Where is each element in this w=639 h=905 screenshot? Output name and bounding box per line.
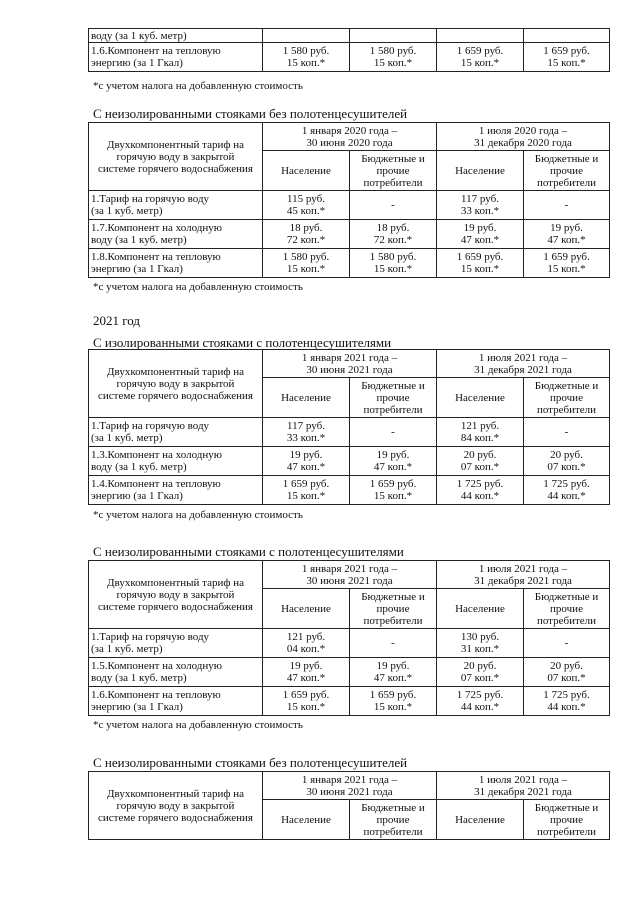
tariff-table-2021-noninsulated-towel	[88, 560, 610, 716]
tariff-row-label	[89, 476, 263, 505]
tariff-row-label	[89, 447, 263, 476]
population-header	[437, 800, 524, 840]
cell-text: 15 коп.*	[373, 57, 413, 69]
cell-text: 07 коп.*	[460, 672, 500, 684]
cell-text: потребители	[363, 825, 423, 838]
cell-text: (за 1 куб. метр)	[91, 643, 163, 655]
table-row	[89, 29, 610, 43]
population-header	[437, 589, 524, 629]
cell-text: горячую воду в закрытой	[116, 150, 235, 163]
cell-text: -	[564, 199, 569, 211]
cell-text: 15 коп.*	[286, 263, 326, 275]
cell-text: 1 725 руб.	[456, 478, 504, 490]
table-row	[89, 687, 610, 716]
cell-text: Двухкомпонентный тариф на	[107, 787, 244, 800]
cell-text: 20 руб.	[550, 449, 583, 461]
tariff-value-cell	[437, 447, 524, 476]
cell-text: -	[564, 426, 569, 438]
cell-text: -	[391, 199, 395, 211]
cell-text: Бюджетные и	[534, 379, 599, 392]
cell-text: 33 коп.*	[460, 205, 500, 217]
cell-text: 15 коп.*	[460, 263, 500, 275]
cell-text: Бюджетные и	[361, 801, 425, 814]
cell-text: 19 руб.	[289, 660, 323, 672]
period-first-half	[263, 123, 437, 151]
cell-text: потребители	[363, 403, 423, 416]
cell-text: 1 659 руб.	[282, 478, 330, 490]
tariff-value-cell	[350, 43, 437, 72]
cell-text: воду (за 1 куб. метр)	[91, 461, 187, 473]
tariff-value-cell	[524, 658, 610, 687]
tariff-value-cell	[524, 29, 610, 43]
tariff-row-label	[89, 191, 263, 220]
cell-text: 130 руб.	[460, 631, 500, 643]
cell-text: 1 659 руб.	[543, 45, 590, 57]
cell-text: Двухкомпонентный тариф на	[107, 365, 244, 378]
cell-text: 31 коп.*	[460, 643, 500, 655]
cell-text: Бюджетные и	[534, 590, 599, 603]
cell-text: потребители	[536, 825, 597, 838]
period-second-half	[437, 350, 610, 378]
section-heading: С неизолированными стояками с полотенцесушителями	[93, 544, 404, 559]
cell-text: 1.6.Компонент на тепловую	[91, 689, 221, 701]
cell-text: 19 руб.	[289, 449, 323, 461]
cell-text: Бюджетные и	[361, 590, 425, 603]
tariff-value-cell	[524, 220, 610, 249]
section-heading: С неизолированными стояками без полотенцесушителей	[93, 106, 408, 121]
tariff-value-cell	[437, 43, 524, 72]
cell-text: 1.Тариф на горячую воду	[91, 193, 210, 205]
cell-text: (за 1 куб. метр)	[91, 432, 163, 444]
tariff-header-cell	[89, 772, 263, 840]
cell-text: 1.Тариф на горячую воду	[91, 631, 210, 643]
cell-text: 1.Тариф на горячую воду	[91, 420, 210, 432]
cell-text: системе горячего водоснабжения	[98, 162, 253, 175]
cell-text: 1.7.Компонент на холодную	[91, 222, 222, 234]
tariff-value-cell	[263, 220, 350, 249]
tariff-value-cell	[263, 658, 350, 687]
cell-text: потребители	[363, 176, 423, 189]
table-row	[89, 418, 610, 447]
cell-text: 18 руб.	[289, 222, 323, 234]
section-heading: С неизолированными стояками без полотенцесушителей	[93, 755, 408, 770]
cell-text: 117 руб.	[287, 420, 325, 432]
budget-header	[524, 800, 610, 840]
cell-text: 45 коп.*	[286, 205, 326, 217]
cell-text: 15 коп.*	[460, 57, 500, 69]
table-row	[89, 658, 610, 687]
cell-text: Бюджетные и	[361, 152, 425, 165]
cell-text: прочие	[550, 602, 583, 615]
tariff-value-cell	[350, 220, 437, 249]
tariff-row-label	[89, 29, 263, 43]
cell-text: 1 580 руб.	[369, 251, 417, 263]
cell-text: 30 июня 2021 года	[306, 363, 393, 376]
cell-text: 1 659 руб.	[282, 689, 330, 701]
cell-text: прочие	[376, 391, 410, 404]
tariff-table-continued	[88, 28, 610, 72]
tariff-value-cell	[524, 43, 610, 72]
cell-text: прочие	[550, 391, 583, 404]
period-second-half	[437, 561, 610, 589]
cell-text: 1.4.Компонент на тепловую	[91, 478, 221, 490]
tariff-value-cell	[437, 29, 524, 43]
cell-text: 1 659 руб.	[369, 478, 417, 490]
budget-header	[350, 800, 437, 840]
cell-text: 15 коп.*	[286, 490, 326, 502]
tariff-table-2021-noninsulated-no-towel	[88, 771, 610, 840]
cell-text: 1 января 2021 года –	[301, 562, 398, 575]
cell-text: 1 580 руб.	[369, 45, 417, 57]
cell-text: Бюджетные и	[361, 379, 425, 392]
tariff-value-cell	[350, 191, 437, 220]
table-row	[89, 43, 610, 72]
cell-text: Двухкомпонентный тариф на	[107, 138, 244, 151]
cell-text: Население	[281, 813, 331, 826]
population-header	[263, 589, 350, 629]
cell-text: Население	[455, 813, 505, 826]
cell-text: 121 руб.	[460, 420, 500, 432]
cell-text: 15 коп.*	[286, 701, 326, 713]
cell-text: 1 января 2020 года –	[301, 124, 398, 137]
tariff-value-cell	[350, 658, 437, 687]
tariff-value-cell	[437, 418, 524, 447]
tariff-value-cell	[524, 476, 610, 505]
tariff-value-cell	[263, 447, 350, 476]
cell-text: Население	[281, 164, 331, 177]
cell-text: прочие	[550, 164, 583, 177]
budget-header	[524, 378, 610, 418]
cell-text: 1 июля 2020 года –	[478, 124, 568, 137]
cell-text: 20 руб.	[463, 660, 497, 672]
cell-text: 1 725 руб.	[543, 478, 590, 490]
cell-text: прочие	[376, 602, 410, 615]
footnote: *с учетом налога на добавленную стоимость	[93, 80, 303, 92]
cell-text: 15 коп.*	[547, 263, 586, 275]
cell-text: 31 декабря 2020 года	[474, 136, 572, 149]
cell-text: 15 коп.*	[547, 57, 586, 69]
cell-text: 1 580 руб.	[282, 251, 330, 263]
period-second-half	[437, 772, 610, 800]
cell-text: 1 659 руб.	[456, 251, 504, 263]
tariff-value-cell	[437, 629, 524, 658]
cell-text: 44 коп.*	[547, 490, 586, 502]
cell-text: 1.5.Компонент на холодную	[91, 660, 222, 672]
tariff-row-label	[89, 220, 263, 249]
tariff-header-cell	[89, 350, 263, 418]
budget-header	[524, 589, 610, 629]
tariff-row-label	[89, 629, 263, 658]
tariff-value-cell	[263, 43, 350, 72]
cell-text: потребители	[536, 176, 597, 189]
cell-text: 15 коп.*	[286, 57, 326, 69]
budget-header	[350, 589, 437, 629]
cell-text: 1 725 руб.	[543, 689, 590, 701]
cell-text: -	[564, 637, 569, 649]
period-first-half	[263, 772, 437, 800]
period-first-half	[263, 350, 437, 378]
cell-text: 19 руб.	[376, 449, 410, 461]
cell-text: 84 коп.*	[460, 432, 500, 444]
cell-text: 31 декабря 2021 года	[474, 363, 572, 376]
budget-header	[350, 151, 437, 191]
tariff-value-cell	[263, 418, 350, 447]
cell-text: 47 коп.*	[286, 672, 326, 684]
cell-text: 44 коп.*	[547, 701, 586, 713]
table-row	[89, 191, 610, 220]
cell-text: 47 коп.*	[547, 234, 586, 246]
cell-text: прочие	[376, 813, 410, 826]
tariff-value-cell	[263, 476, 350, 505]
tariff-value-cell	[263, 191, 350, 220]
tariff-header-cell	[89, 561, 263, 629]
cell-text: 15 коп.*	[373, 490, 413, 502]
cell-text: 15 коп.*	[373, 701, 413, 713]
cell-text: (за 1 куб. метр)	[91, 205, 163, 217]
cell-text: 1 января 2021 года –	[301, 773, 398, 786]
tariff-value-cell	[524, 629, 610, 658]
cell-text: 19 руб.	[463, 222, 497, 234]
population-header	[437, 151, 524, 191]
cell-text: 1 июля 2021 года –	[478, 773, 568, 786]
cell-text: 47 коп.*	[373, 672, 413, 684]
cell-text: 1 января 2021 года –	[301, 351, 398, 364]
population-header	[263, 800, 350, 840]
cell-text: 1 июля 2021 года –	[478, 562, 568, 575]
tariff-value-cell	[524, 687, 610, 716]
population-header	[263, 378, 350, 418]
cell-text: 15 коп.*	[373, 263, 413, 275]
cell-text: 44 коп.*	[460, 701, 500, 713]
cell-text: воду (за 1 куб. метр)	[91, 672, 187, 684]
population-header	[437, 378, 524, 418]
cell-text: 1 580 руб.	[282, 45, 330, 57]
tariff-value-cell	[350, 447, 437, 476]
cell-text: 121 руб.	[286, 631, 326, 643]
tariff-value-cell	[524, 418, 610, 447]
cell-text: 1.6.Компонент на тепловую	[91, 45, 221, 57]
cell-text: потребители	[536, 614, 597, 627]
period-second-half	[437, 123, 610, 151]
cell-text: 04 коп.*	[286, 643, 326, 655]
tariff-table-2021-insulated-towel	[88, 349, 610, 505]
cell-text: воду (за 1 куб. метр)	[91, 234, 187, 246]
cell-text: горячую воду в закрытой	[116, 588, 235, 601]
cell-text: прочие	[376, 164, 410, 177]
cell-text: -	[391, 426, 395, 438]
tariff-value-cell	[263, 629, 350, 658]
cell-text: горячую воду в закрытой	[116, 377, 235, 390]
year-heading: 2021 год	[93, 313, 140, 328]
cell-text: 07 коп.*	[460, 461, 500, 473]
tariff-row-label	[89, 249, 263, 278]
cell-text: 47 коп.*	[286, 461, 326, 473]
cell-text: 30 июня 2021 года	[306, 785, 393, 798]
cell-text: Двухкомпонентный тариф на	[107, 576, 244, 589]
cell-text: 07 коп.*	[547, 461, 586, 473]
cell-text: 1 659 руб.	[543, 251, 590, 263]
tariff-value-cell	[350, 687, 437, 716]
tariff-value-cell	[263, 687, 350, 716]
tariff-value-cell	[350, 418, 437, 447]
cell-text: 1 июля 2021 года –	[478, 351, 568, 364]
cell-text: 1 725 руб.	[456, 689, 504, 701]
table-row	[89, 249, 610, 278]
tariff-row-label	[89, 687, 263, 716]
cell-text: 47 коп.*	[373, 461, 413, 473]
table-row	[89, 476, 610, 505]
tariff-value-cell	[437, 249, 524, 278]
cell-text: 1.3.Компонент на холодную	[91, 449, 222, 461]
tariff-value-cell	[263, 249, 350, 278]
tariff-row-label	[89, 418, 263, 447]
footnote: *с учетом налога на добавленную стоимость	[93, 509, 303, 521]
tariff-value-cell	[263, 29, 350, 43]
budget-header	[524, 151, 610, 191]
cell-text: 30 июня 2020 года	[306, 136, 393, 149]
cell-text: 20 руб.	[550, 660, 583, 672]
tariff-value-cell	[350, 29, 437, 43]
cell-text: 72 коп.*	[286, 234, 326, 246]
cell-text: Бюджетные и	[534, 801, 599, 814]
cell-text: 30 июня 2021 года	[306, 574, 393, 587]
cell-text: 115 руб.	[287, 193, 325, 205]
cell-text: 47 коп.*	[460, 234, 500, 246]
cell-text: Население	[455, 602, 505, 615]
table-row	[89, 447, 610, 476]
tariff-table-2020-noninsulated-no-towel	[88, 122, 610, 278]
cell-text: горячую воду в закрытой	[116, 799, 235, 812]
cell-text: 1 659 руб.	[369, 689, 417, 701]
cell-text: системе горячего водоснабжения	[98, 811, 253, 824]
tariff-value-cell	[350, 629, 437, 658]
cell-text: Население	[455, 391, 505, 404]
tariff-value-cell	[437, 687, 524, 716]
cell-text: -	[391, 637, 395, 649]
cell-text: энергию (за 1 Гкал)	[91, 701, 183, 713]
cell-text: 19 руб.	[376, 660, 410, 672]
tariff-value-cell	[437, 658, 524, 687]
cell-text: Население	[281, 391, 331, 404]
cell-text: 19 руб.	[550, 222, 583, 234]
tariff-header-cell	[89, 123, 263, 191]
cell-text: системе горячего водоснабжения	[98, 389, 253, 402]
cell-text: 20 руб.	[463, 449, 497, 461]
tariff-value-cell	[350, 249, 437, 278]
tariff-value-cell	[350, 476, 437, 505]
footnote: *с учетом налога на добавленную стоимость	[93, 719, 303, 731]
tariff-value-cell	[524, 447, 610, 476]
tariff-value-cell	[524, 191, 610, 220]
cell-text: потребители	[363, 614, 423, 627]
cell-text: энергию (за 1 Гкал)	[91, 57, 183, 69]
cell-text: 18 руб.	[376, 222, 410, 234]
cell-text: 07 коп.*	[547, 672, 586, 684]
cell-text: 31 декабря 2021 года	[474, 785, 572, 798]
cell-text: 33 коп.*	[286, 432, 326, 444]
cell-text: энергию (за 1 Гкал)	[91, 490, 183, 502]
cell-text: Бюджетные и	[534, 152, 599, 165]
cell-text: 117 руб.	[461, 193, 499, 205]
cell-text: энергию (за 1 Гкал)	[91, 263, 183, 275]
tariff-value-cell	[437, 191, 524, 220]
population-header	[263, 151, 350, 191]
table-row	[89, 220, 610, 249]
cell-text: воду (за 1 куб. метр)	[91, 29, 187, 42]
cell-text: системе горячего водоснабжения	[98, 600, 253, 613]
cell-text: Население	[455, 164, 505, 177]
cell-text: прочие	[550, 813, 583, 826]
cell-text: 44 коп.*	[460, 490, 500, 502]
cell-text: 72 коп.*	[373, 234, 413, 246]
tariff-value-cell	[437, 476, 524, 505]
cell-text: Население	[281, 602, 331, 615]
tariff-row-label	[89, 43, 263, 72]
cell-text: потребители	[536, 403, 597, 416]
tariff-row-label	[89, 658, 263, 687]
tariff-value-cell	[524, 249, 610, 278]
footnote: *с учетом налога на добавленную стоимость	[93, 281, 303, 293]
tariff-value-cell	[437, 220, 524, 249]
cell-text: 1 659 руб.	[456, 45, 504, 57]
budget-header	[350, 378, 437, 418]
period-first-half	[263, 561, 437, 589]
table-row	[89, 629, 610, 658]
cell-text: 31 декабря 2021 года	[474, 574, 572, 587]
section-heading: С изолированными стояками с полотенцесушителями	[93, 335, 392, 350]
cell-text: 1.8.Компонент на тепловую	[91, 251, 221, 263]
